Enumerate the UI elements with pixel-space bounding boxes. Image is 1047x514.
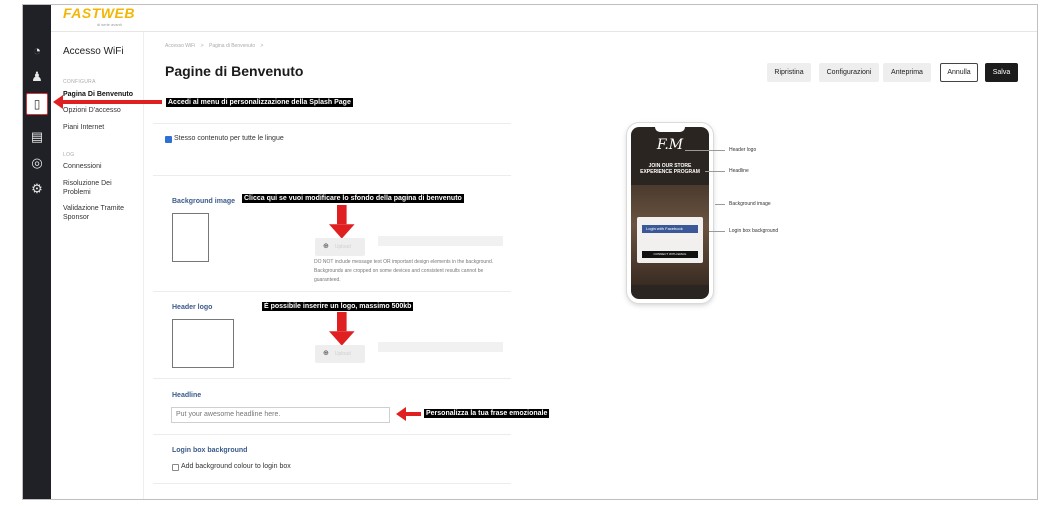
background-note: DO NOT include message text OR important design elements in the background. Backgrounds are cropped on some devices and consistent results cannot be guaranteed. [314, 259, 494, 283]
login-box-checkbox-label: Add background colour to login box [181, 463, 291, 470]
phone-notch [655, 126, 685, 132]
divider [153, 175, 511, 176]
breadcrumb-separator: > [260, 43, 264, 49]
page-title: Pagine di Benvenuto [165, 63, 304, 79]
callout-headline: Personalizza la tua frase emozionale [426, 410, 548, 417]
upload-icon: ⊕ [323, 243, 329, 250]
annotation-background-image: Background image [729, 201, 771, 207]
annotation-line [709, 231, 725, 232]
login-box-label: Login box background [172, 447, 248, 454]
cancel-button[interactable]: Annulla [940, 63, 978, 82]
logo-upload-button[interactable] [315, 345, 365, 363]
reset-button[interactable]: Ripristina [767, 63, 811, 82]
top-header [51, 5, 1037, 32]
configurations-button[interactable]: Configurazioni [819, 63, 879, 82]
annotation-headline: Headline [729, 168, 749, 174]
breadcrumb-item-accesso[interactable]: Accesso WiFi [165, 43, 196, 49]
sidebar-item-risoluzione-problemi[interactable]: Risoluzione Dei Problemi [63, 180, 112, 196]
background-image-preview [172, 213, 209, 262]
icon-rail [23, 5, 51, 499]
preview-login-box [637, 217, 703, 263]
same-content-checkbox[interactable] [165, 136, 172, 143]
sidebar-title: Accesso WiFi [63, 46, 124, 57]
app-window [22, 4, 1038, 500]
sidebar-item-pagina-benvenuto[interactable]: Pagina Di Benvenuto [63, 91, 134, 98]
callout-arrow-left [396, 407, 422, 421]
sidebar-section-log: LOG [63, 152, 75, 158]
logo-text: FASTWEB [63, 5, 135, 21]
upload-label: Upload [334, 244, 351, 250]
login-box-checkbox[interactable] [172, 464, 179, 471]
divider [153, 123, 511, 124]
annotation-header-logo: Header logo [729, 147, 757, 153]
target-icon[interactable]: ◎ [31, 155, 43, 170]
breadcrumb [165, 43, 263, 49]
sidebar-item-connessioni[interactable]: Connessioni [63, 163, 102, 170]
annotation-line [685, 150, 725, 151]
annotation-line [715, 204, 725, 205]
gear-icon[interactable]: ⚙ [31, 181, 43, 196]
sidebar-section-config: CONFIGURA [63, 79, 96, 85]
preview-headline [631, 163, 709, 175]
headline-label: Headline [172, 392, 202, 399]
speedometer-icon[interactable]: ◔ [33, 43, 41, 58]
upload-icon: ⊕ [323, 350, 329, 357]
header-logo-label: Header logo [172, 304, 213, 311]
sidebar-item-piani-internet[interactable]: Piani Internet [63, 124, 105, 131]
callout-background: Clicca qui se vuoi modificare lo sfondo della pagina di benvenuto [244, 195, 462, 202]
preview-headline-line2: EXPERIENCE PROGRAM [640, 169, 700, 175]
chart-icon[interactable]: ▤ [30, 129, 44, 144]
divider [153, 434, 511, 435]
annotation-line [705, 171, 725, 172]
preview-facebook-button: Login with Facebook [642, 225, 698, 233]
breadcrumb-item-pagina[interactable]: Pagina di Benvenuto [208, 43, 256, 49]
save-button[interactable]: Salva [985, 63, 1018, 82]
background-image-label: Background image [172, 198, 236, 205]
breadcrumb-separator: > [200, 43, 204, 49]
background-filename-field [378, 236, 503, 246]
header-logo-preview [172, 319, 234, 368]
users-icon[interactable]: ♟ [31, 69, 43, 84]
divider [153, 378, 511, 379]
logo-filename-field [378, 342, 503, 352]
sidebar-item-opzioni-accesso[interactable]: Opzioni D'accesso [63, 107, 121, 114]
divider [153, 483, 511, 484]
splash-page-icon[interactable]: ▯ [26, 93, 48, 115]
callout-menu: Accedi al menu di personalizzazione della Splash Page [168, 99, 351, 106]
same-content-label: Stesso contenuto per tutte le lingue [174, 135, 284, 142]
preview-button[interactable]: Anteprima [883, 63, 931, 82]
fastweb-logo[interactable] [63, 5, 135, 27]
callout-logo: È possibile inserire un logo, massimo 500kb [264, 303, 412, 310]
headline-input[interactable]: Put your awesome headline here. [171, 407, 390, 423]
preview-logo: F.M [656, 137, 684, 153]
background-upload-button[interactable] [315, 238, 365, 256]
annotation-login-box: Login box background [729, 228, 779, 234]
divider [153, 291, 511, 292]
sidebar-item-validazione-sponsor[interactable]: Validazione Tramite Sponsor [63, 205, 124, 221]
upload-label: Upload [334, 351, 351, 357]
callout-arrow-left [53, 95, 163, 109]
preview-headline-line1: JOIN OUR STORE [648, 163, 692, 169]
preview-connect-button: CONNECT WITH EMAIL [642, 251, 698, 258]
logo-tagline: di serie avanti [97, 22, 122, 27]
